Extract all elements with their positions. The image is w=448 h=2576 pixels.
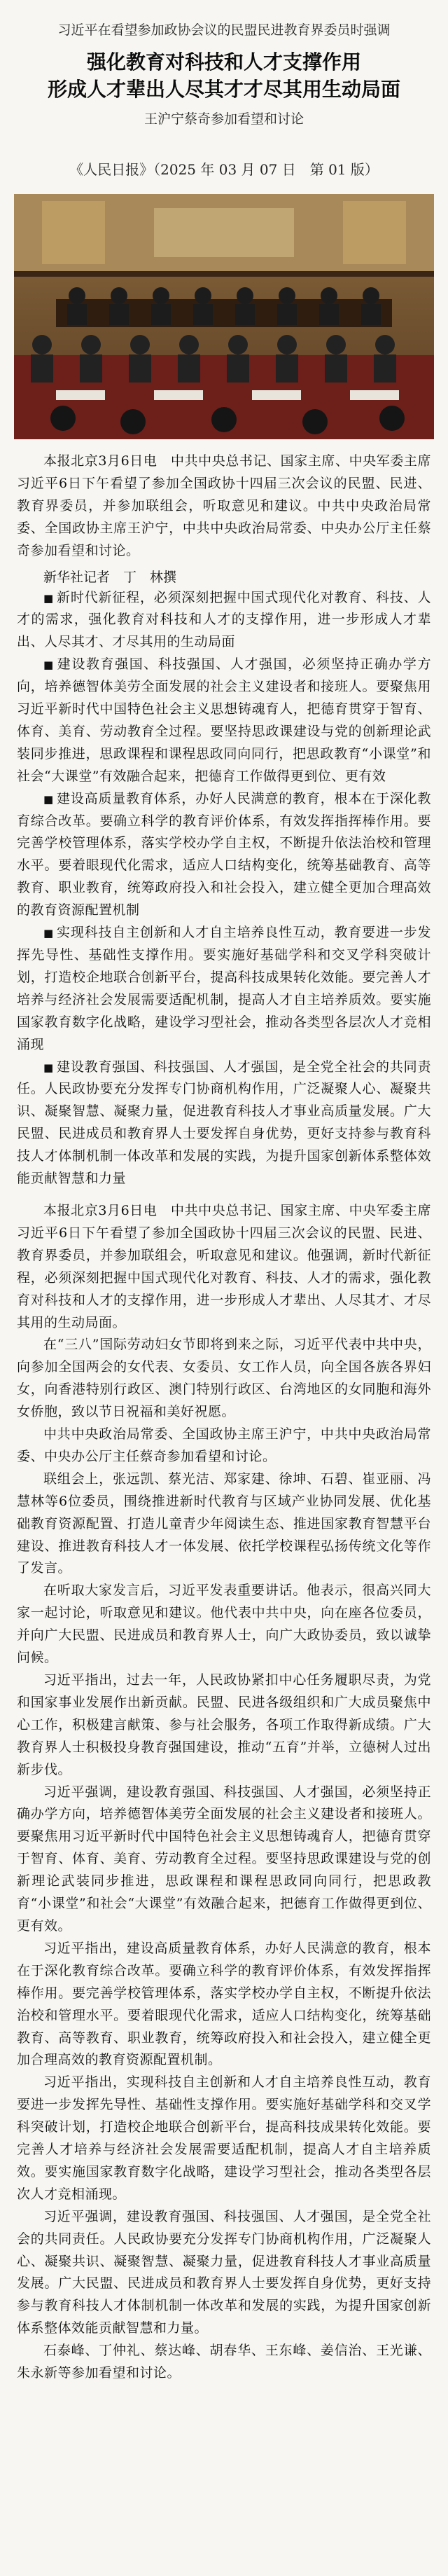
bullet-point-4: ■ 实现科技自主创新和人才自主培养良性互动，教育要进一步发挥先导性、基础性支撑作用。要实施好基础学科和交叉学科突破计划，打造校企地联合创新平台，提高科技成果转化效能。要完善人才培养与经济社会发展需要适配机制，提高人才自主培养质效。要实施国家教育数字化战略，建设学习型社会，推动各类型各层次人才竞相涌现	[17, 925, 431, 1052]
bullet-point-1: ■ 新时代新征程，必须深刻把握中国式现代化对教育、科技、人才的需求，强化教育对科技和人才的支撑作用，进一步形成人才辈出、人尽其才、才尽其用的生动局面	[17, 589, 431, 650]
bullet-point-5: ■ 建设教育强国、科技强国、人才强国，是全党全社会的共同责任。人民政协要充分发挥专门协商机构作用，广泛凝聚人心、凝聚共识、凝聚智慧、凝聚力量，促进教育科技人才事业高质量发展。广大民盟、民进成员和教育界人士要发挥自身优势，更好支持参与教育科技人才体制机制一体改革和发展的实践，为提升国家创新体系整体效能贡献智慧和力量	[17, 1059, 431, 1187]
body-paragraph-9: 习近平指出，实现科技自主创新和人才自主培养良性互动，教育要进一步发挥先导性、基础性支撑作用。要实施好基础学科和交叉学科突破计划，打造校企地联合创新平台，提高科技成果转化效能。要完善人才培养与经济社会发展需要适配机制，提高人才自主培养质效。要实施国家教育数字化战略，建设学习型社会，推动各类型各层次人才竞相涌现。	[17, 2074, 431, 2202]
subhead: 王沪宁蔡奇参加看望和讨论	[144, 111, 304, 127]
square-bullet-icon: ■	[43, 927, 54, 940]
body-paragraph-3: 中共中央政治局常委、全国政协主席王沪宁，中共中央政治局常委、中央办公厅主任蔡奇参加看望和讨论。	[17, 1426, 431, 1464]
body-paragraph-8: 习近平指出，建设高质量教育体系，办好人民满意的教育，根本在于深化教育综合改革。要确立科学的教育评价体系，有效发挥指挥棒作用。要完善学校管理体系，落实学校办学自主权，不断提升依法治校和管理水平。要着眼现代化需求，适应人口结构变化，统筹基础教育、高等教育、职业教育，统筹政府投入和社会投入，建立健全更加合理高效的教育资源配置机制。	[17, 1940, 431, 2068]
square-bullet-icon: ■	[43, 1061, 54, 1074]
news-photo	[14, 194, 434, 439]
bullet-point-2: ■ 建设教育强国、科技强国、人才强国，必须坚持正确办学方向，培养德智体美劳全面发展的社会主义建设者和接班人。要聚焦用习近平新时代中国特色社会主义思想铸魂育人，把德育贯穿于智育、体育、美育、劳动教育全过程。要坚持思政课建设与党的创新理论武装同步推进，思政课程和课程思政同向同行，把思政教育“小课堂”和社会“大课堂”有效融合起来，把德育工作做得更到位、更有效	[17, 656, 431, 784]
body-paragraph-4: 联组会上，张远凯、蔡光洁、郑家建、徐坤、石碧、崔亚丽、冯慧林等6位委员，围绕推进新时代教育与区域产业协同发展、优化基础教育资源配置、打造儿童青少年阅读生态、推进国家教育智慧平台建设、推进教育科技人才一体发展、依托学校课程弘扬传统文化等作了发言。	[17, 1470, 431, 1576]
body-paragraph-7: 习近平强调，建设教育强国、科技强国、人才强国，必须坚持正确办学方向，培养德智体美劳全面发展的社会主义建设者和接班人。要聚焦用习近平新时代中国特色社会主义思想铸魂育人，把德育贯穿于智育、体育、美育、劳动教育全过程。要坚持思政课建设与党的创新理论武装同步推进，思政课程和课程思政同向同行，把思政教育“小课堂”和社会“大课堂”有效融合起来，把德育工作做得更到位、更有效。	[17, 1784, 431, 1934]
article-page	[0, 21, 448, 2413]
headline-line-1: 强化教育对科技和人才支撑作用	[86, 50, 361, 74]
body-paragraph-6: 习近平指出，过去一年，人民政协紧扣中心任务履职尽责，为党和国家事业发展作出新贡献。民盟、民进各级组织和广大成员聚焦中心工作，积极建言献策、参与社会服务，各项工作取得新成绩。广大教育界人士积极投身教育强国建设，推动“五育”并举，立德树人过出新步伐。	[17, 1672, 431, 1777]
source-citation: 《人民日报》（2025 年 03 月 07 日 第 01 版）	[69, 160, 379, 178]
meeting-photo-illustration	[14, 194, 434, 439]
kicker-line: 习近平在看望参加政协会议的民盟民进教育界委员时强调	[57, 22, 391, 38]
body-paragraph-2: 在“三八”国际劳动妇女节即将到来之际，习近平代表中共中央，向参加全国两会的女代表、女委员、女工作人员，向全国各族各界妇女，向香港特别行政区、澳门特别行政区、台湾地区的女同胞和海外女侨胞，致以节日祝福和美好祝愿。	[17, 1337, 431, 1420]
lead-paragraph: 本报北京3月6日电 中共中央总书记、国家主席、中央军委主席习近平6日下午看望了参加全国政协十四届三次会议的民盟、民进、教育界委员，并参加联组会，听取意见和建议。中共中央政治局常委、全国政协主席王沪宁，中共中央政治局常委、中央办公厅主任蔡奇参加看望和讨论。	[17, 453, 431, 558]
square-bullet-icon: ■	[43, 659, 55, 672]
byline: 新华社记者 丁 林撰	[43, 569, 177, 585]
body-paragraph-1: 本报北京3月6日电 中共中央总书记、国家主席、中央军委主席习近平6日下午看望了参加全国政协十四届三次会议的民盟、民进、教育界委员，并参加联组会，听取意见和建议。他强调，新时代新征程，必须深刻把握中国式现代化对教育、科技、人才的需求，强化教育对科技和人才的支撑作用，进一步形成人才辈出、人尽其才、才尽其用的生动局面。	[17, 1202, 431, 1330]
body-paragraph-10: 习近平强调，建设教育强国、科技强国、人才强国，是全党全社会的共同责任。人民政协要充分发挥专门协商机构作用，广泛凝聚人心、凝聚共识、凝聚智慧、凝聚力量，促进教育科技人才事业高质量发展。广大民盟、民进成员和教育界人士要发挥自身优势，更好支持参与教育科技人才体制机制一体改革和发展的实践，为提升国家创新体系整体效能贡献智慧和力量。	[17, 2208, 431, 2336]
bullet-point-3: ■ 建设高质量教育体系，办好人民满意的教育，根本在于深化教育综合改革。要确立科学的教育评价体系，有效发挥指挥棒作用。要完善学校管理体系，落实学校办学自主权，不断提升依法治校和管理水平。要着眼现代化需求，适应人口结构变化，统筹基础教育、高等教育、职业教育，统筹政府投入和社会投入，建立健全更加合理高效的教育资源配置机制	[17, 790, 431, 918]
body-paragraph-5: 在听取大家发言后，习近平发表重要讲话。他表示，很高兴同大家一起讨论，听取意见和建议。他代表中共中央，向在座各位委员，并向广大民盟、民进成员和教育界人士，向广大政协委员，致以诚挚问候。	[17, 1583, 431, 1666]
square-bullet-icon: ■	[43, 591, 54, 605]
square-bullet-icon: ■	[43, 792, 54, 806]
headline-line-2: 形成人才辈出人尽其才才尽其用生动局面	[47, 77, 400, 101]
body-paragraph-11: 石泰峰、丁仲礼、蔡达峰、胡春华、王东峰、姜信治、王光谦、朱永新等参加看望和讨论。	[17, 2343, 431, 2381]
